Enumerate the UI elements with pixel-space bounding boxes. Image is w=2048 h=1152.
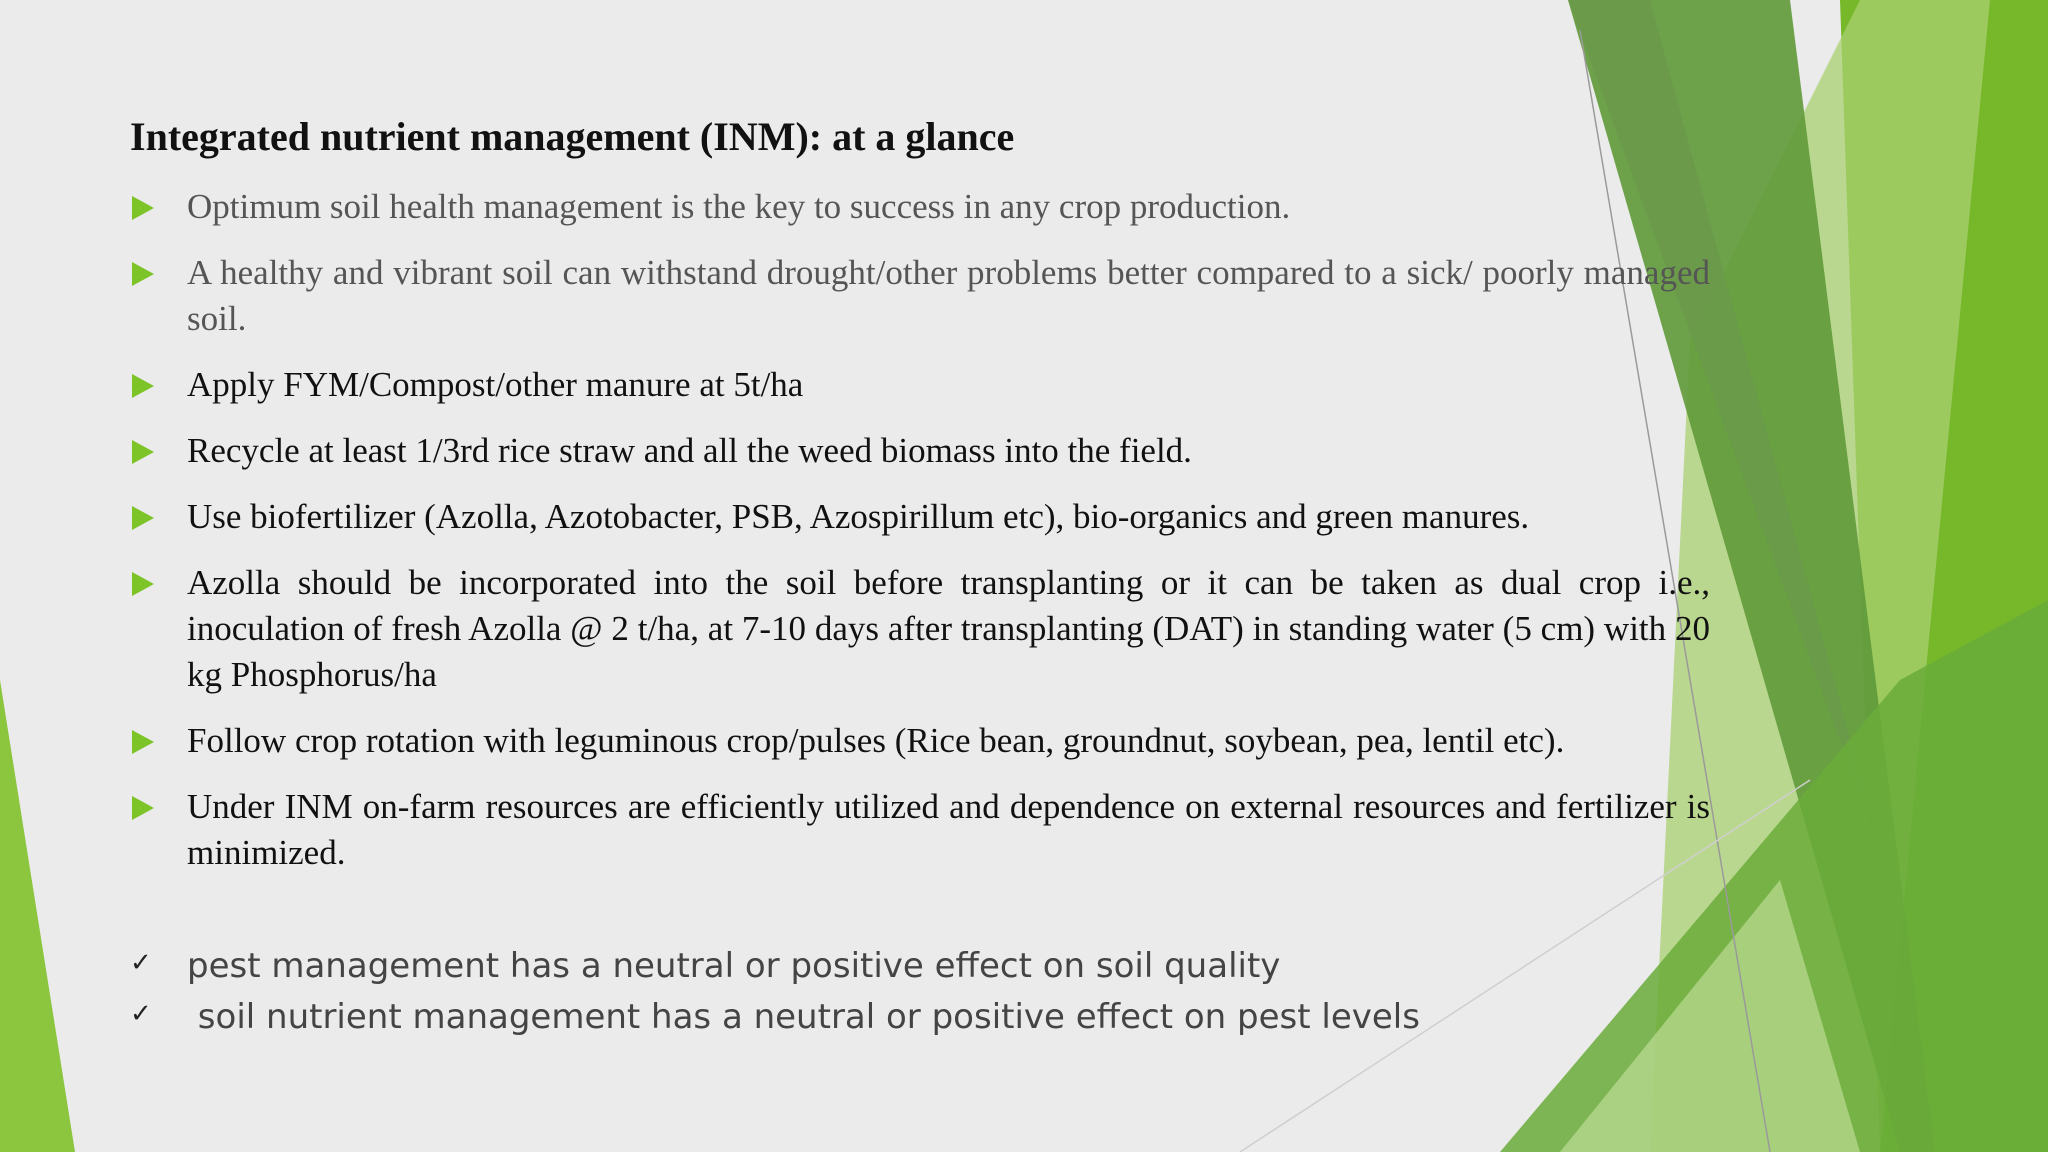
check-item — [130, 993, 1710, 1044]
bullet-item — [130, 718, 1710, 764]
left-green-sliver — [0, 680, 75, 1152]
bullet-arrow-icon — [132, 262, 154, 286]
bullet-item — [130, 494, 1710, 540]
bullet-arrow-icon — [132, 196, 154, 220]
bullet-item — [130, 362, 1710, 408]
check-text: pest management has a neutral or positive effect on soil quality — [187, 946, 1281, 986]
bullet-arrow-icon — [132, 374, 154, 398]
slide-content — [130, 108, 1710, 1044]
bullet-text: Follow crop rotation with leguminous crop/pulses (Rice bean, groundnut, soybean, pea, lentil etc). — [187, 721, 1565, 760]
bullet-item — [130, 560, 1710, 698]
bullet-text: Recycle at least 1/3rd rice straw and all the weed biomass into the field. — [187, 431, 1192, 470]
bullet-text: A healthy and vibrant soil can withstand drought/other problems better compared to a sick/ poorly managed soil. — [187, 253, 1710, 338]
checklist — [130, 942, 1710, 1044]
checkmark-icon: ✓ — [130, 948, 152, 978]
bullet-item — [130, 250, 1710, 342]
bullet-item — [130, 184, 1710, 230]
bullet-arrow-icon — [132, 572, 154, 596]
bullet-text: Under INM on-farm resources are efficiently utilized and dependence on external resources and fertilizer is minimized. — [187, 787, 1710, 872]
bullet-arrow-icon — [132, 730, 154, 754]
bullet-text: Apply FYM/Compost/other manure at 5t/ha — [187, 365, 804, 404]
checkmark-icon: ✓ — [130, 999, 152, 1029]
check-text: soil nutrient management has a neutral or positive effect on pest levels — [187, 997, 1420, 1037]
bullet-list — [130, 184, 1710, 876]
bullet-item — [130, 784, 1710, 876]
bullet-arrow-icon — [132, 506, 154, 530]
bullet-text: Optimum soil health management is the key to success in any crop production. — [187, 187, 1291, 226]
slide-title: Integrated nutrient management (INM): at a glance — [130, 114, 1015, 159]
bullet-text: Azolla should be incorporated into the soil before transplanting or it can be taken as dual crop i.e., inoculation of fresh Azolla @ 2 t/ha, at 7-10 days after transplanting (DAT) in standing water (5 cm) with 20 kg Phosphorus/ha — [187, 563, 1710, 694]
bullet-arrow-icon — [132, 440, 154, 464]
check-item — [130, 942, 1710, 993]
bullet-item — [130, 428, 1710, 474]
bullet-arrow-icon — [132, 796, 154, 820]
bullet-text: Use biofertilizer (Azolla, Azotobacter, PSB, Azospirillum etc), bio-organics and green manures. — [187, 497, 1530, 536]
